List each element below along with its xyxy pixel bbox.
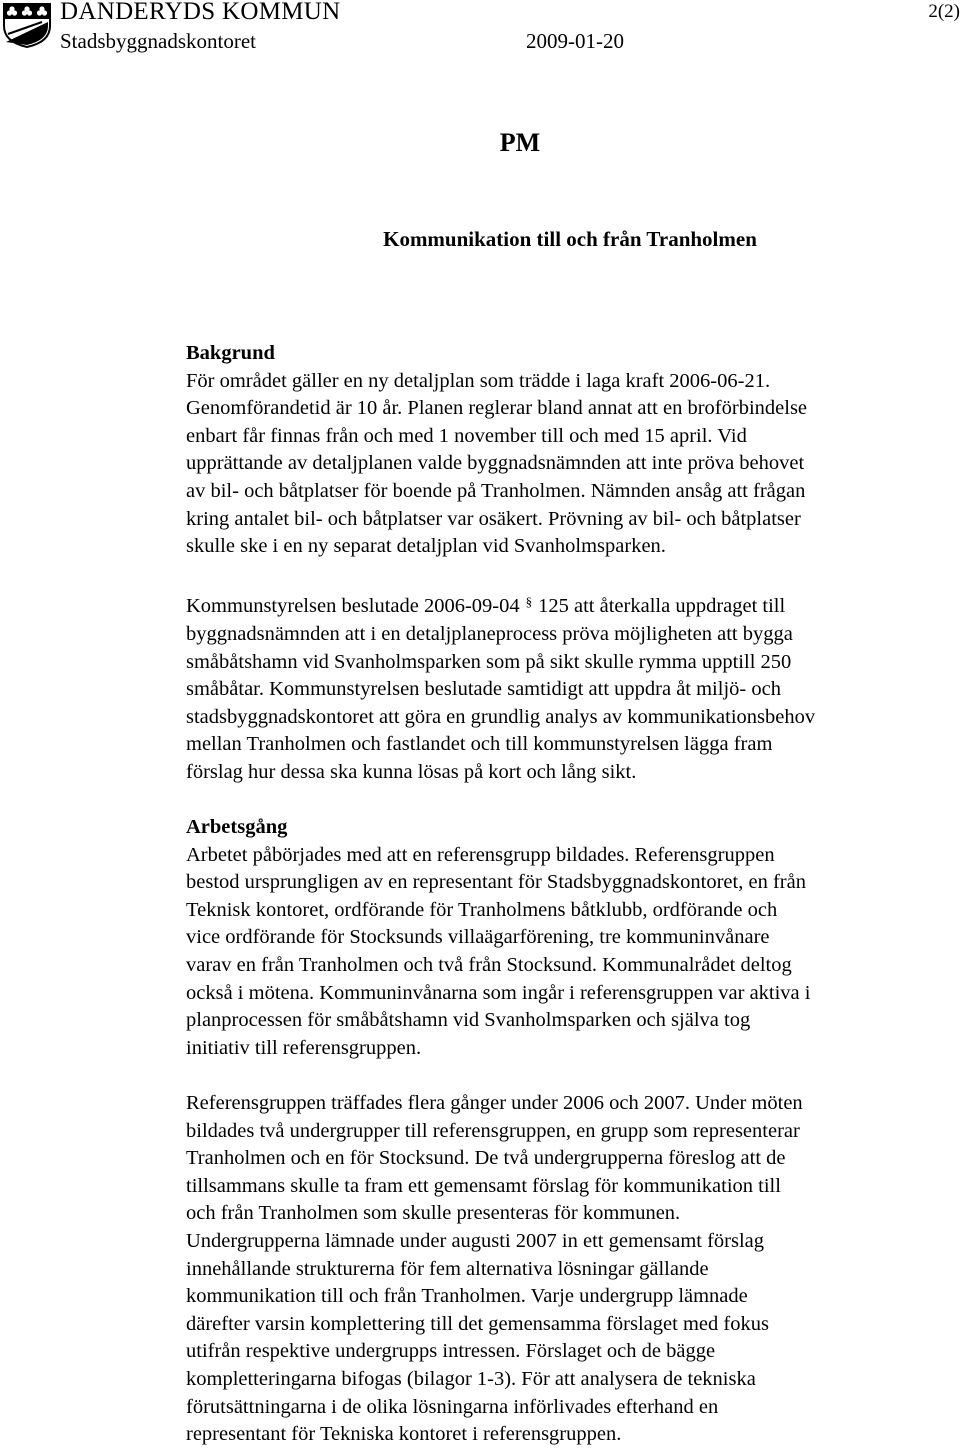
- text-line: av bil- och båtplatser för boende på Tranholmen. Nämnden ansåg att frågan: [186, 479, 806, 502]
- text-fragment: 125 att återkalla uppdraget till: [538, 595, 786, 618]
- text-line: kring antalet bil- och båtplatser var osäkert. Prövning av bil- och båtplatser: [186, 507, 801, 530]
- text-line: Tranholmen och en för Stocksund. De två undergrupperna föreslog att de: [186, 1147, 786, 1170]
- document-type: PM: [499, 128, 541, 157]
- text-line: enbart får finnas från och med 1 november till och med 15 april. Vid: [186, 424, 747, 447]
- section-heading-arbetsgang: Arbetsgång: [186, 816, 288, 839]
- text-line: förutsättningarna i de olika lösningarna införlivades efterhand en: [186, 1395, 719, 1418]
- text-line: kompletteringarna bifogas (bilagor 1-3). För att analysera de tekniska: [186, 1367, 756, 1390]
- text-line: vice ordförande för Stocksunds villaägarförening, tre kommuninvånare: [186, 926, 770, 949]
- text-line: Undergrupperna lämnade under augusti 2007 in ett gemensamt förslag: [186, 1230, 765, 1252]
- text-line: och från Tranholmen som skulle presenteras för kommunen.: [186, 1202, 681, 1225]
- text-line: Arbetet påbörjades med att en referensgrupp bildades. Referensgruppen: [186, 843, 775, 866]
- paragraph-bakgrund-1: [186, 368, 954, 561]
- paragraph-bakgrund-2: [186, 588, 954, 786]
- paragraph-sign: §: [525, 594, 533, 610]
- section-heading-bakgrund: Bakgrund: [186, 342, 275, 364]
- text-line: byggnadsnämnden att i en detaljplaneprocess pröva möjligheten att bygga: [186, 622, 793, 645]
- text-line: innehållande strukturerna för fem alternativa lösningar gällande: [186, 1257, 709, 1280]
- organization-name: DANDERYDS KOMMUN: [60, 0, 341, 25]
- department-name: Stadsbyggnadskontoret: [60, 29, 256, 53]
- text-line: kommunikation till och från Tranholmen. Varje undergrupp lämnade: [186, 1285, 748, 1308]
- text-line: förslag hur dessa ska kunna lösas på kort och lång sikt.: [186, 760, 637, 783]
- text-line: varav en från Tranholmen och två från Stocksund. Kommunalrådet deltog: [186, 954, 792, 977]
- text-line: upprättande av detaljplanen valde byggnadsnämnden att inte pröva behovet: [186, 452, 805, 475]
- document-body: [186, 340, 954, 1449]
- coat-of-arms-icon: [2, 2, 52, 48]
- text-line: bildades två undergrupper till referensgruppen, en grupp som representerar: [186, 1119, 800, 1142]
- text-line: initiativ till referensgruppen.: [186, 1036, 422, 1059]
- text-line: skulle ske i en ny separat detaljplan vid Svanholmsparken.: [186, 535, 666, 558]
- text-fragment: Kommunstyrelsen beslutade 2006-09-04: [186, 595, 520, 618]
- document-title: Kommunikation till och från Tranholmen: [383, 227, 757, 251]
- text-line: Teknisk kontoret, ordförande för Tranholmens båtklubb, ordförande och: [186, 898, 778, 921]
- text-line: representant för Tekniska kontoret i referensgruppen.: [186, 1423, 622, 1446]
- text-line: utifrån respektive undergrupps intressen. Förslaget och de bägge: [186, 1340, 716, 1363]
- document-date: 2009-01-20: [526, 29, 624, 53]
- text-line: [186, 588, 954, 621]
- page-number: 2(2): [928, 1, 960, 22]
- text-line: småbåtar. Kommunstyrelsen beslutade samtidigt att uppdra åt miljö- och: [186, 678, 781, 701]
- paragraph-arbetsgang-2: [186, 1090, 954, 1449]
- text-line: För området gäller en ny detaljplan som trädde i laga kraft 2006-06-21.: [186, 369, 771, 392]
- text-line: planprocessen för småbåtshamn vid Svanholmsparken och själva tog: [186, 1009, 751, 1032]
- text-line: mellan Tranholmen och fastlandet och till kommunstyrelsen lägga fram: [186, 733, 773, 756]
- paragraph-arbetsgang-1: [186, 842, 954, 1063]
- text-line: småbåtshamn vid Svanholmsparken som på sikt skulle rymma upptill 250: [186, 650, 792, 673]
- text-line: också i mötena. Kommuninvånarna som ingår i referensgruppen var aktiva i: [186, 981, 811, 1004]
- text-line: Genomförandetid är 10 år. Planen reglerar bland annat att en broförbindelse: [186, 397, 808, 420]
- text-line: Referensgruppen träffades flera gånger under 2006 och 2007. Under möten: [186, 1092, 803, 1115]
- text-line: därefter varsin komplettering till det gemensamma förslaget med fokus: [186, 1312, 769, 1335]
- text-line: stadsbyggnadskontoret att göra en grundlig analys av kommunikationsbehov: [186, 705, 816, 728]
- text-line: bestod ursprungligen av en representant för Stadsbyggnadskontoret, en från: [186, 871, 806, 894]
- text-line: tillsammans skulle ta fram ett gemensamt förslag för kommunikation till: [186, 1174, 781, 1197]
